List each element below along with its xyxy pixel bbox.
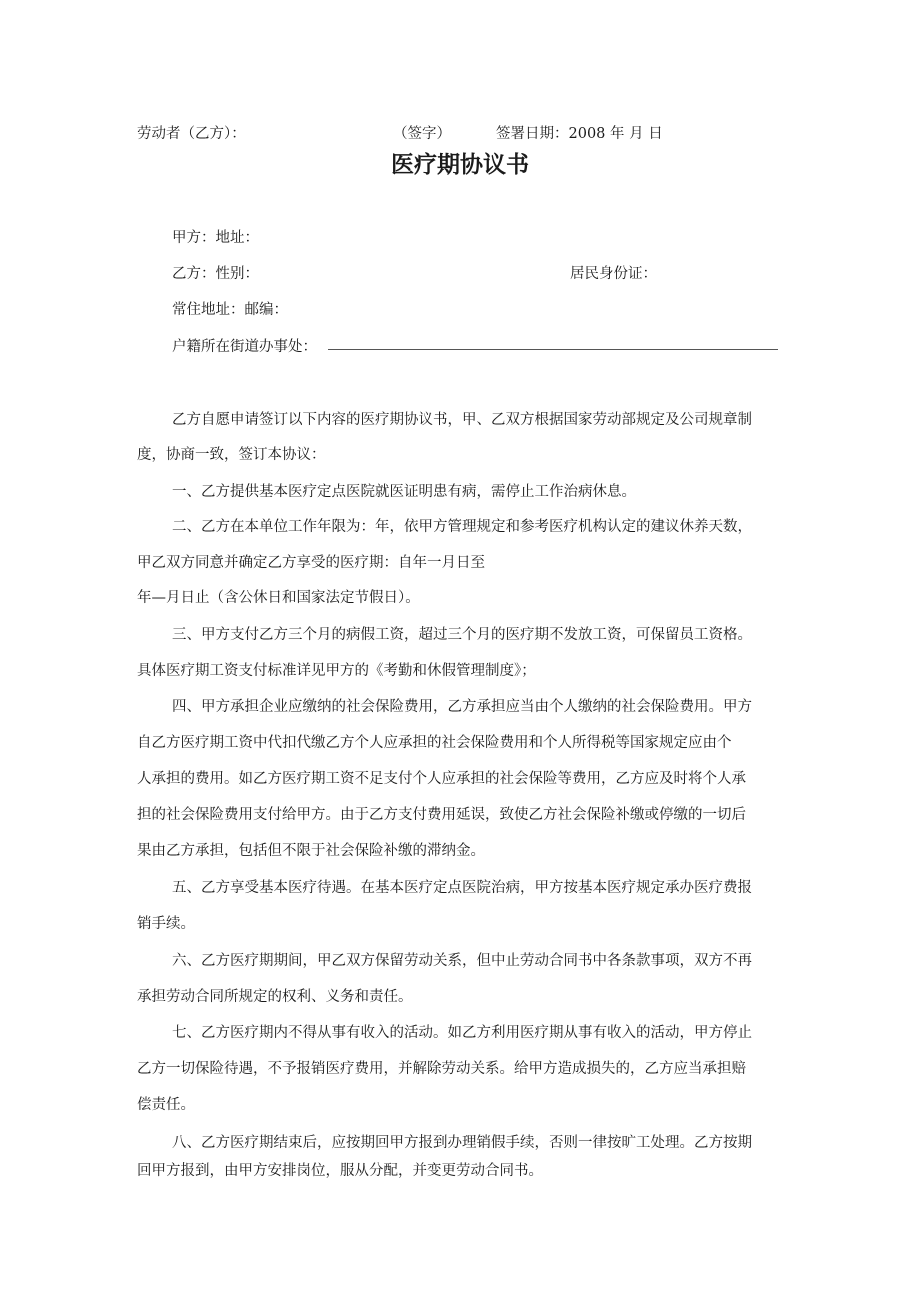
party-a-address-field: 甲方：地址： xyxy=(172,230,259,246)
clause-4-line-5: 果由乙方承担，包括但不限于社会保险补缴的滞纳金。 xyxy=(137,843,485,859)
clause-7-line-3: 偿责任。 xyxy=(137,1097,195,1113)
clause-8-line-1: 八、乙方医疗期结束后，应按期回甲方报到办理销假手续，否则一律按旷工处理。乙方按期 xyxy=(172,1135,752,1151)
clause-7-line-1: 七、乙方医疗期内不得从事有收入的活动。如乙方利用医疗期从事有收入的活动，甲方停止 xyxy=(172,1025,752,1041)
document-title: 医疗期协议书 xyxy=(391,152,529,178)
clause-2-line-2: 甲乙双方同意并确定乙方享受的医疗期：自年一月日至 xyxy=(137,555,485,571)
party-b-gender-field: 乙方：性别： xyxy=(172,266,259,282)
intro-line-1: 乙方自愿申请签订以下内容的医疗期协议书，甲、乙双方根据国家劳动部规定及公司规章制 xyxy=(172,412,752,428)
sign-label: （签字） xyxy=(393,126,451,142)
fill-in-underline xyxy=(328,349,778,350)
clause-3-line-1: 三、甲方支付乙方三个月的病假工资，超过三个月的医疗期不发放工资，可保留员工资格。 xyxy=(172,627,752,643)
residence-postcode-field: 常住地址：邮编： xyxy=(172,302,288,318)
clause-1-line-1: 一、乙方提供基本医疗定点医院就医证明患有病，需停止工作治病休息。 xyxy=(172,484,636,500)
clause-4-line-4: 担的社会保险费用支付给甲方。由于乙方支付费用延误，致使乙方社会保险补缴或停缴的一切后 xyxy=(137,807,746,823)
clause-6-line-1: 六、乙方医疗期期间，甲乙双方保留劳动关系，但中止劳动合同书中各条款事项，双方不再 xyxy=(172,953,752,969)
intro-line-2: 度，协商一致，签订本协议： xyxy=(137,447,326,463)
clause-5-line-1: 五、乙方享受基本医疗待遇。在基本医疗定点医院治病，甲方按基本医疗规定承办医疗费报 xyxy=(172,880,752,896)
clause-5-line-2: 销手续。 xyxy=(137,916,195,932)
clause-3-line-2: 具体医疗期工资支付标准详见甲方的《考勤和休假管理制度》； xyxy=(137,663,536,679)
clause-6-line-2: 承担劳动合同所规定的权利、义务和责任。 xyxy=(137,989,413,1005)
clause-2-line-1: 二、乙方在本单位工作年限为：年，依甲方管理规定和参考医疗机构认定的建议休养天数， xyxy=(172,519,752,535)
clause-2-line-3: 年—月日止（含公休日和国家法定节假日）。 xyxy=(137,590,420,606)
household-office-field: 户籍所在街道办事处： xyxy=(172,339,317,355)
clause-4-line-1: 四、甲方承担企业应缴纳的社会保险费用，乙方承担应当由个人缴纳的社会保险费用。甲方 xyxy=(172,699,752,715)
clause-4-line-3: 人承担的费用。如乙方医疗期工资不足支付个人应承担的社会保险等费用，乙方应及时将个人承 xyxy=(137,771,746,787)
worker-label: 劳动者（乙方）： xyxy=(137,126,246,142)
clause-7-line-2: 乙方一切保险待遇，不予报销医疗费用，并解除劳动关系。给甲方造成损失的，乙方应当承担赔 xyxy=(137,1061,746,1077)
resident-id-field: 居民身份证： xyxy=(570,266,657,282)
clause-8-line-2: 回甲方报到，由甲方安排岗位，服从分配，并变更劳动合同书。 xyxy=(137,1163,543,1179)
clause-4-line-2: 自乙方医疗期工资中代扣代缴乙方个人应承担的社会保险费用和个人所得税等国家规定应由个 xyxy=(137,735,732,751)
sign-date-label: 签署日期：2008 年 月 日 xyxy=(496,126,663,142)
